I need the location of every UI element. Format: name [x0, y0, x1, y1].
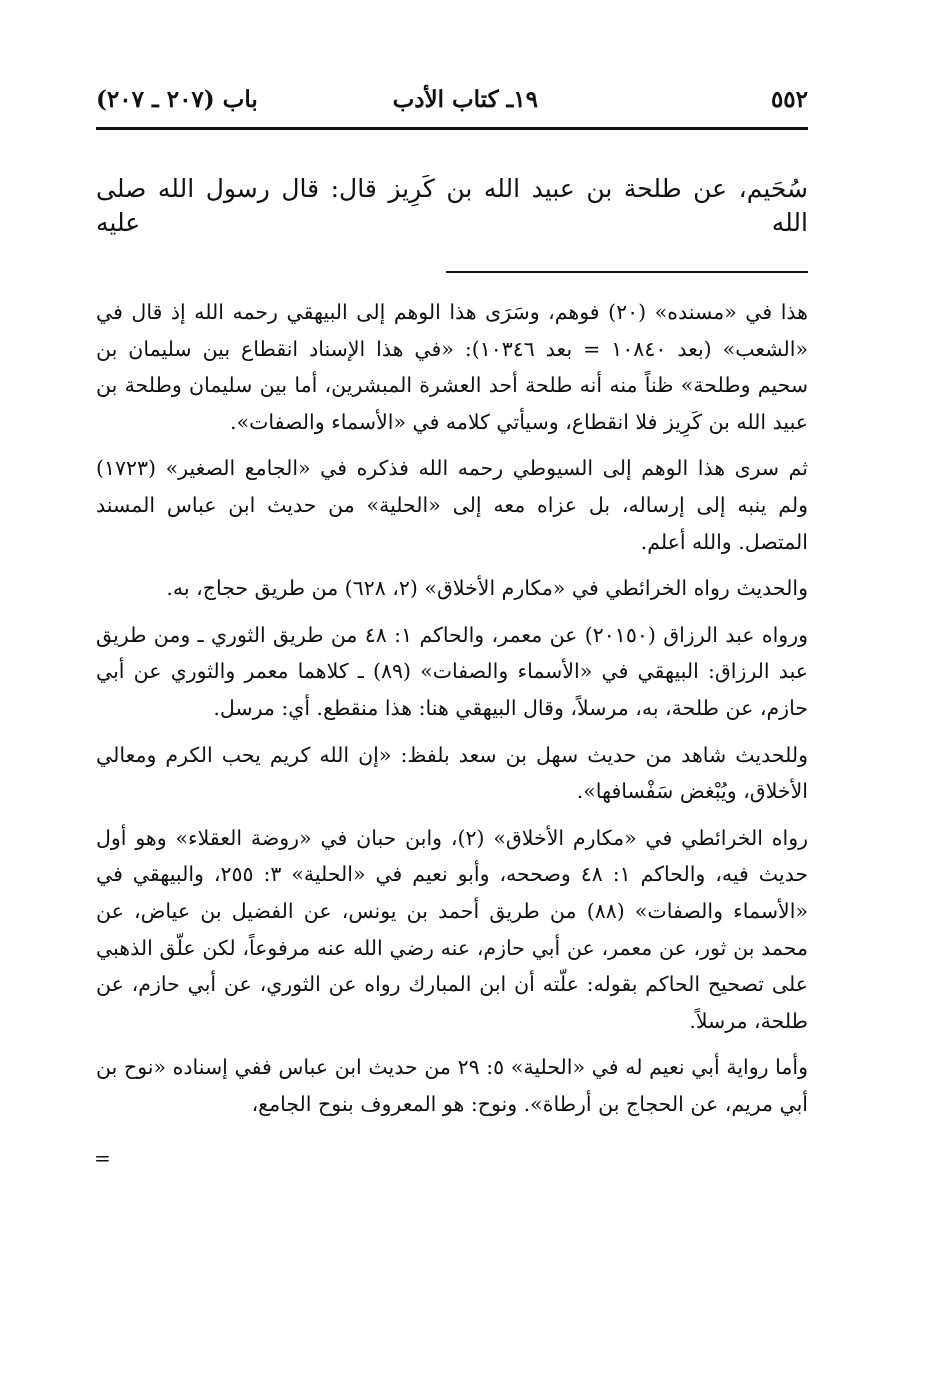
- book-page: [94, 78, 808, 1170]
- footnote-paragraph: وللحديث شاهد من حديث سهل بن سعد بلفظ: «إن الله كريم يحب الكرم ومعالي الأخلاق، ويُبْغض سَفْسافها».: [96, 742, 808, 804]
- footnote-paragraph: رواه الخرائطي في «مكارم الأخلاق» (٢)، وابن حبان في «روضة العقلاء» وهو أول حديث فيه، والحاكم ١: ٤٨ وصححه، وأبو نعيم في «الحلية» ٣: ٢٥٥، والبيهقي في «الأسماء والصفات» (٨٨) من طريق أحمد بن يونس، عن الفضيل بن عياض، عن محمد بن ثور، عن معمر، عن أبي حازم، عنه رضي الله عنه مرفوعاً، لكن علّق الذهبي على تصحيح الحاكم بقوله: علّته أن ابن المبارك رواه عن الثوري، عن أبي حازم، عن طلحة، مرسلاً.: [96, 825, 808, 1033]
- footnotes: [94, 294, 808, 1170]
- footnote-paragraph: ورواه عبد الرزاق (٢٠١٥٠) عن معمر، والحاكم ١: ٤٨ من طريق الثوري ـ ومن طريق عبد الرزاق: البيهقي في «الأسماء والصفات» (٨٩) ـ كلاهما معمر والثوري عن أبي حازم، عن طلحة، به، مرسلاً، وقال البيهقي هنا: هذا منقطع. أي: مرسل.: [96, 622, 808, 720]
- chapter-range: باب (٢٠٧ ـ ٢٠٧): [96, 86, 258, 113]
- page-number: ٥٥٢: [770, 86, 808, 113]
- footnote-paragraph: وأما رواية أبي نعيم له في «الحلية» ٥: ٢٩ من حديث ابن عباس ففي إسناده «نوح بن أبي مريم، عن الحجاج بن أرطاة». ونوح: هو المعروف بنوح الجامع،: [96, 1055, 808, 1116]
- footnote-paragraph: هذا في «مسنده» (٢٠) فوهم، وسَرَى هذا الوهم إلى البيهقي رحمه الله إذ قال في «الشعب» (بعد ١٠٨٤٠ = بعد ١٠٣٤٦): «في هذا الإسناد انقطاع بين سليمان بن سحيم وطلحة» ظناً منه أنه طلحة أحد العشرة المبشرين، أما بين سليمان وطلحة بن عبيد الله بن كَرِيز فلا انقطاع، وسيأتي كلامه في «الأسماء والصفات».: [96, 300, 808, 434]
- header-divider: [96, 127, 808, 130]
- main-text: سُحَيم، عن طلحة بن عبيد الله بن كَرِيز قال: قال رسول الله صلى الله عليه: [96, 174, 808, 237]
- footnote-divider: [446, 271, 808, 273]
- page-header: [96, 78, 808, 120]
- footnote-paragraph: ثم سرى هذا الوهم إلى السيوطي رحمه الله فذكره في «الجامع الصغير» (١٧٢٣) ولم ينبه إلى إرساله، بل عزاه معه إلى «الحلية» من حديث ابن عباس المسند المتصل. والله أعلم.: [96, 456, 808, 554]
- book-title: ١٩ـ كتاب الأدب: [392, 86, 538, 113]
- continuation-mark: =: [94, 1145, 111, 1170]
- footnote-paragraph: والحديث رواه الخرائطي في «مكارم الأخلاق» (٢، ٦٢٨) من طريق حجاج، به.: [166, 576, 808, 601]
